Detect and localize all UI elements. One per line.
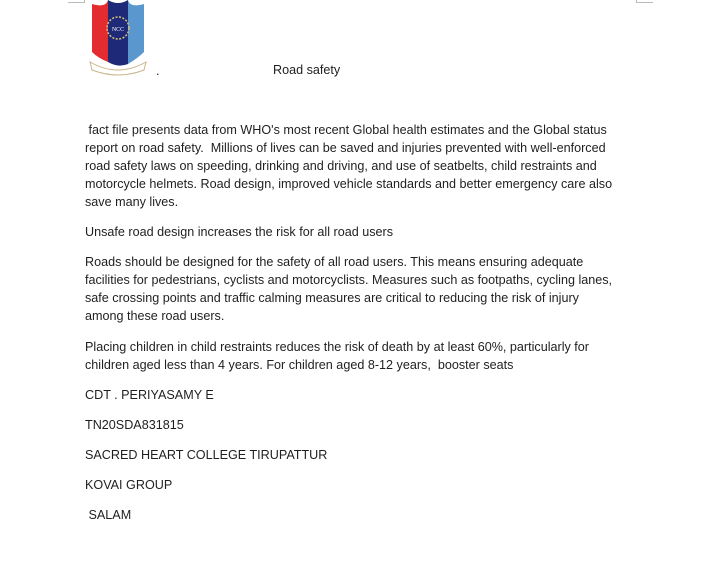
- signature-college: SACRED HEART COLLEGE TIRUPATTUR: [85, 448, 328, 462]
- paragraph-child-restraints: [85, 338, 589, 374]
- paragraph-road-design: [85, 253, 612, 325]
- paragraph-heading-unsafe-design: [85, 223, 393, 241]
- paragraph-fact-file: [85, 121, 612, 211]
- text-line: Unsafe road design increases the risk for all road users: [85, 225, 393, 239]
- text-line: fact file presents data from WHO's most recent Global health estimates and the Global status: [85, 123, 607, 137]
- text-line: safe crossing points and traffic calming measures are critical to reducing the risk of injury: [85, 291, 579, 305]
- text-line: among these road users.: [85, 309, 225, 323]
- text-line: facilities for pedestrians, cyclists and motorcyclists. Measures such as footpaths, cycling lanes,: [85, 273, 613, 287]
- text-line: children aged less than 4 years. For children aged 8-12 years, booster seats: [85, 358, 514, 372]
- page-corner-mark-left: [68, 0, 85, 3]
- text-line: Placing children in child restraints reduces the risk of death by at least 60%, particularly for: [85, 340, 589, 354]
- dot: .: [156, 64, 160, 78]
- signature-group: KOVAI GROUP: [85, 478, 173, 492]
- signature-name: CDT . PERIYASAMY E: [85, 388, 214, 402]
- ncc-logo: [86, 0, 150, 76]
- text-line: save many lives.: [85, 195, 179, 209]
- text-line: motorcycle helmets. Road design, improved vehicle standards and better emergency care also: [85, 177, 613, 191]
- svg-text:NCC: NCC: [111, 27, 125, 33]
- page-corner-mark-right: [636, 0, 653, 3]
- signature-closing: SALAM: [85, 508, 132, 522]
- signature-id: TN20SDA831815: [85, 418, 184, 432]
- text-line: Roads should be designed for the safety of all road users. This means ensuring adequate: [85, 255, 584, 269]
- document-title: Road safety: [273, 63, 341, 77]
- text-line: road safety laws on speeding, drinking and driving, and use of seatbelts, child restraints and: [85, 159, 597, 173]
- text-line: report on road safety. Millions of lives can be saved and injuries prevented with well-enforced: [85, 141, 606, 155]
